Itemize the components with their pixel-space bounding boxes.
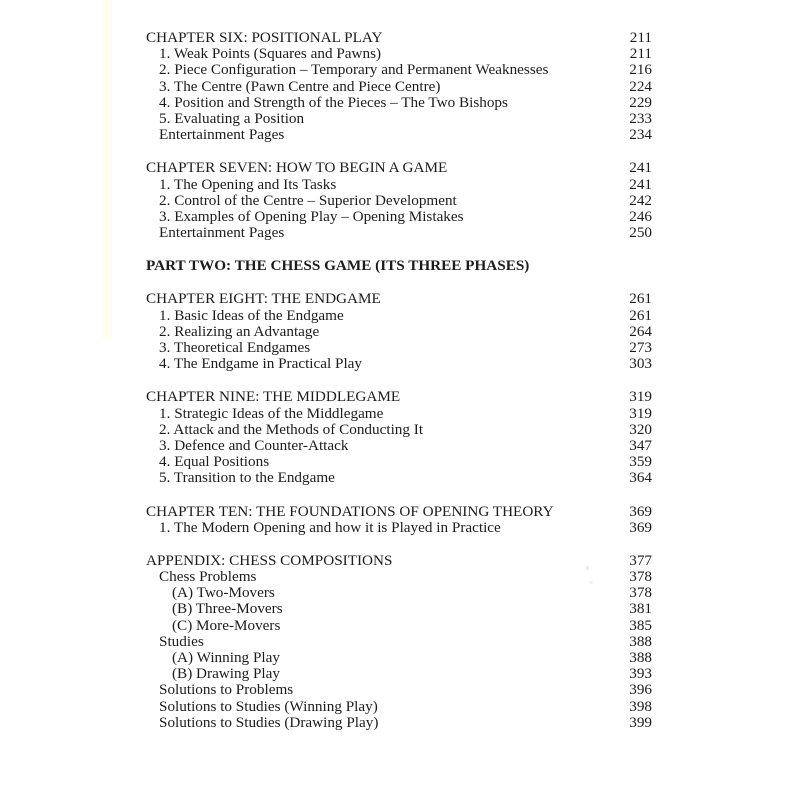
toc-entry-label: (B) Three-Movers [172,601,283,618]
toc-entry-label: 3. Theoretical Endgames [159,340,311,357]
toc-chapter-row[interactable] [146,553,652,569]
toc-entry-page-number: 216 [629,61,652,79]
toc-entry-row[interactable] [146,406,652,422]
toc-entry-label: Solutions to Studies (Drawing Play) [159,714,379,731]
toc-entry-row[interactable] [146,324,652,340]
toc-entry-label: Entertainment Pages [159,225,285,242]
toc-entry-label: (C) More-Movers [172,617,281,634]
toc-entry-page-number: 246 [629,207,652,225]
toc-entry-label: Studies [159,633,204,650]
toc-entry-page-number: 211 [629,29,652,46]
toc-entry-page-number: 378 [629,584,652,602]
toc-chapter-row[interactable] [146,389,652,405]
toc-entry-label: CHAPTER NINE: THE MIDDLEGAME [146,389,401,406]
toc-section [146,504,652,536]
toc-entry-page-number: 241 [629,175,652,193]
toc-entry-row[interactable] [146,569,652,585]
toc-entry-page-number: 303 [629,355,652,373]
toc-chapter-row[interactable] [146,504,652,520]
toc-entry-row[interactable] [146,601,652,617]
toc-entry-label: 2. Piece Configuration – Temporary and Permanent Weaknesses [159,62,549,79]
toc-entry-label: 1. The Modern Opening and how it is Played in Practice [159,519,501,536]
toc-entry-page-number: 398 [629,697,652,715]
toc-entry-page-number: 241 [629,159,652,177]
toc-entry-page-number: 388 [629,632,652,650]
toc-entry-row[interactable] [146,650,652,666]
toc-entry-row[interactable] [146,422,652,438]
toc-section [146,160,652,241]
toc-entry-label: Entertainment Pages [159,127,285,144]
toc-entry-page-number: 369 [629,518,652,536]
toc-entry-page-number: 378 [629,568,652,586]
toc-entry-row[interactable] [146,193,652,209]
toc-entry-page-number: 319 [629,404,652,422]
toc-entry-label: 2. Realizing an Advantage [159,323,320,340]
toc-chapter-row[interactable] [146,30,652,46]
toc-entry-page-number: 399 [629,713,652,731]
toc-entry-label: 5. Evaluating a Position [159,110,305,127]
toc-entry-label: 2. Attack and the Methods of Conducting It [159,421,424,438]
toc-section [146,30,652,143]
toc-entry-row[interactable] [146,177,652,193]
toc-entry-row[interactable] [146,225,652,241]
toc-entry-label: 3. The Centre (Pawn Centre and Piece Centre) [159,78,441,95]
toc-entry-label: 4. Position and Strength of the Pieces – The Two Bishops [159,94,508,111]
section-spacer [146,241,652,258]
toc-entry-page-number: 381 [629,600,652,618]
toc-entry-page-number: 369 [629,502,652,520]
toc-entry-page-number: 385 [629,616,652,634]
toc-entry-label: Chess Problems [159,569,257,586]
toc-entry-row[interactable] [146,470,652,486]
toc-entry-row[interactable] [146,340,652,356]
toc-chapter-row[interactable] [146,160,652,176]
toc-entry-row[interactable] [146,585,652,601]
toc-entry-label: APPENDIX: CHESS COMPOSITIONS [146,552,393,569]
toc-entry-page-number: 319 [629,388,652,406]
toc-entry-row[interactable] [146,111,652,127]
toc-entry-label: 1. The Opening and Its Tasks [159,176,337,193]
toc-entry-label: (A) Winning Play [172,650,280,667]
toc-entry-label: 4. Equal Positions [159,454,270,471]
toc-entry-page-number: 377 [629,551,652,569]
toc-entry-row[interactable] [146,79,652,95]
toc-entry-page-number: 229 [629,93,652,111]
toc-entry-page-number: 393 [629,665,652,683]
toc-entry-label: Solutions to Problems [159,682,294,699]
toc-entry-row[interactable] [146,356,652,372]
toc-entry-label: 5. Transition to the Endgame [159,470,335,487]
toc-entry-page-number: 261 [629,290,652,308]
toc-entry-page-number: 359 [629,453,652,471]
section-spacer [146,274,652,291]
toc-entry-label: 3. Examples of Opening Play – Opening Mistakes [159,208,464,225]
toc-entry-row[interactable] [146,634,652,650]
toc-entry-page-number: 388 [629,649,652,667]
toc-entry-row[interactable] [146,715,652,731]
toc-entry-page-number: 264 [629,322,652,340]
toc-entry-page-number: 396 [629,681,652,699]
toc-entry-row[interactable] [146,209,652,225]
toc-entry-row[interactable] [146,46,652,62]
toc-entry-row[interactable] [146,454,652,470]
toc-section [146,553,652,731]
section-spacer [146,143,652,160]
toc-entry-page-number: 261 [629,306,652,324]
toc-entry-label: 1. Strategic Ideas of the Middlegame [159,405,384,422]
toc-section [146,389,652,486]
toc-entry-label: Solutions to Studies (Winning Play) [159,698,378,715]
toc-entry-page-number: 320 [629,420,652,438]
toc-entry-page-number: 364 [629,469,652,487]
toc-entry-row[interactable] [146,682,652,698]
toc-entry-row[interactable] [146,95,652,111]
toc-entry-row[interactable] [146,618,652,634]
toc-entry-row[interactable] [146,666,652,682]
section-spacer [146,536,652,553]
toc-entry-row[interactable] [146,127,652,143]
part-heading: PART TWO: THE CHESS GAME (ITS THREE PHASES) [146,257,530,275]
toc-entry-label: CHAPTER EIGHT: THE ENDGAME [146,291,381,308]
toc-entry-label: CHAPTER TEN: THE FOUNDATIONS OF OPENING THEORY [146,503,554,520]
toc-entry-label: 2. Control of the Centre – Superior Development [159,192,457,209]
toc-entry-page-number: 347 [629,436,652,454]
scan-gutter-shadow [100,0,114,340]
toc-entry-row[interactable] [146,438,652,454]
toc-entry-page-number: 224 [629,77,652,95]
toc-entry-page-number: 234 [629,126,652,144]
toc-entry-page-number: 233 [629,109,652,127]
toc-entry-label: (A) Two-Movers [172,585,275,602]
toc-entry-label: 4. The Endgame in Practical Play [159,356,363,373]
toc-entry-label: 1. Weak Points (Squares and Pawns) [159,46,382,63]
section-spacer [146,372,652,389]
toc-entry-row[interactable] [146,308,652,324]
toc-entry-row[interactable] [146,699,652,715]
toc-entry-page-number: 211 [629,45,652,63]
toc-section [146,291,652,372]
toc-entry-label: 1. Basic Ideas of the Endgame [159,307,344,324]
toc-entry-row[interactable] [146,520,652,536]
toc-entry-label: (B) Drawing Play [172,666,280,683]
toc-entry-label: CHAPTER SEVEN: HOW TO BEGIN A GAME [146,160,448,177]
toc-entry-page-number: 273 [629,339,652,357]
toc-entry-page-number: 250 [629,224,652,242]
toc-entry-label: 3. Defence and Counter-Attack [159,437,349,454]
toc-entry-row[interactable] [146,62,652,78]
toc-chapter-row[interactable] [146,291,652,307]
toc-section [146,258,652,274]
toc-entry-page-number: 242 [629,191,652,209]
toc-entry-label: CHAPTER SIX: POSITIONAL PLAY [146,30,383,46]
table-of-contents-page [146,30,652,731]
section-spacer [146,487,652,504]
